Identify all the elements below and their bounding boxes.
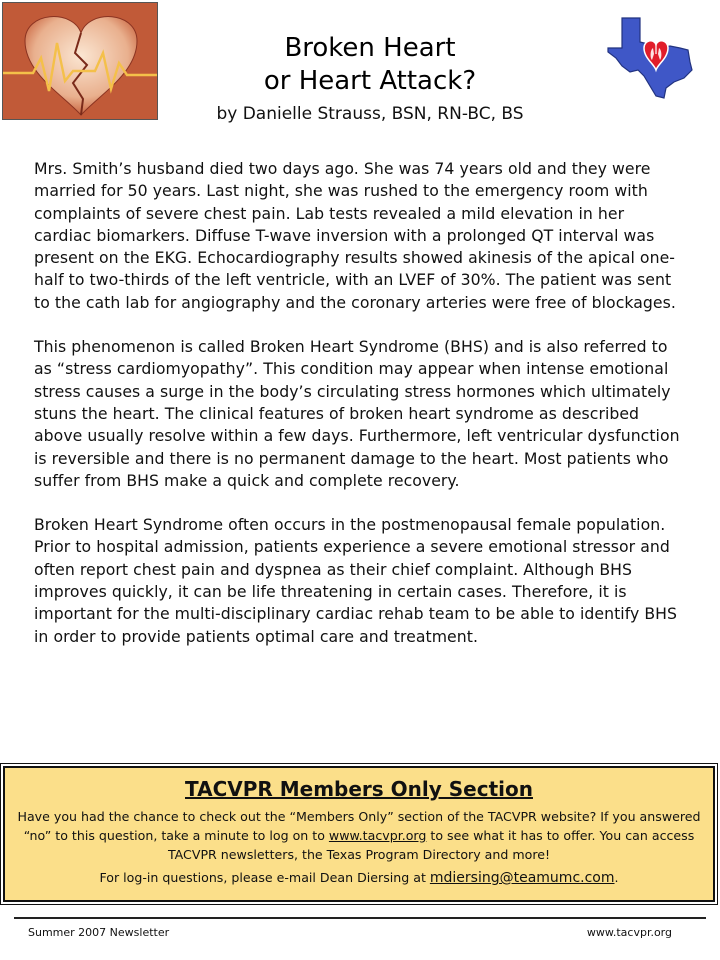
members-body-text-1: Have you had the chance to check out the “Members Only” section of the TACVPR website? If you answered “no” to this question, take a minute to log on to <box>17 809 701 843</box>
broken-heart-ekg-image <box>2 2 158 120</box>
article-paragraph: Broken Heart Syndrome often occurs in the postmenopausal female population. Prior to hospital admission, patients experience a severe emotional stressor and often report chest pain and dyspnea as their chief complaint. Although BHS improves quickly, it can be life threatening in certain cases. Therefore, it is important for the multi-disciplinary cardiac rehab team to be able to identify BHS in order to provide patients optimal care and treatment. <box>34 515 678 646</box>
footer-newsletter-label: Summer 2007 Newsletter <box>28 926 170 939</box>
members-contact-prefix: For log-in questions, please e-mail Dean Diersing at <box>99 870 430 885</box>
article-body <box>34 158 684 670</box>
tacvpr-website-link[interactable]: www.tacvpr.org <box>328 828 427 843</box>
contact-email-link[interactable]: mdiersing@teamumc.com <box>429 870 615 886</box>
article-title-line-2: or Heart Attack? <box>263 66 477 96</box>
broken-heart-graphic <box>3 3 158 120</box>
footer-website[interactable]: www.tacvpr.org <box>586 926 672 939</box>
members-only-callout <box>3 766 715 902</box>
members-contact-suffix: . <box>614 870 619 885</box>
members-body-text-2: to see what it has to offer. You can access TACVPR newsletters, the Texas Program Directory and more! <box>167 828 695 862</box>
members-contact-line <box>5 868 713 888</box>
members-section-body <box>13 807 705 864</box>
article-paragraph: Mrs. Smith’s husband died two days ago. She was 74 years old and they were married for 50 years. Last night, she was rushed to the emergency room with complaints of severe chest pain. Lab tests revealed a mild elevation in her cardiac biomarkers. Diffuse T-wave inversion with a prolonged QT interval was present on the EKG. Echocardiography results showed akinesis of the apical one-half to two-thirds of the left ventricle, with an LVEF of 30%. The patient was sent to the cath lab for angiography and the coronary arteries were free of blockages. <box>34 159 676 312</box>
footer-divider <box>14 917 706 919</box>
article-title-line-1: Broken Heart <box>284 33 456 63</box>
article-paragraph: This phenomenon is called Broken Heart Syndrome (BHS) and is also referred to as “stress cardiomyopathy”. This condition may appear when intense emotional stress causes a surge in the body’s circulating stress hormones which ultimately stuns the heart. The clinical features of broken heart syndrome as described above usually resolve within a few days. Furthermore, left ventricular dysfunction is reversible and there is no permanent damage to the heart. Most patients who suffer from BHS make a quick and complete recovery. <box>34 337 680 490</box>
members-title-text: TACVPR Members Only Section <box>185 777 533 801</box>
texas-heart-lungs-logo <box>604 14 696 100</box>
article-byline: by Danielle Strauss, BSN, RN-BC, BS <box>216 104 524 124</box>
members-section-title <box>5 776 713 802</box>
article-header <box>170 32 570 125</box>
